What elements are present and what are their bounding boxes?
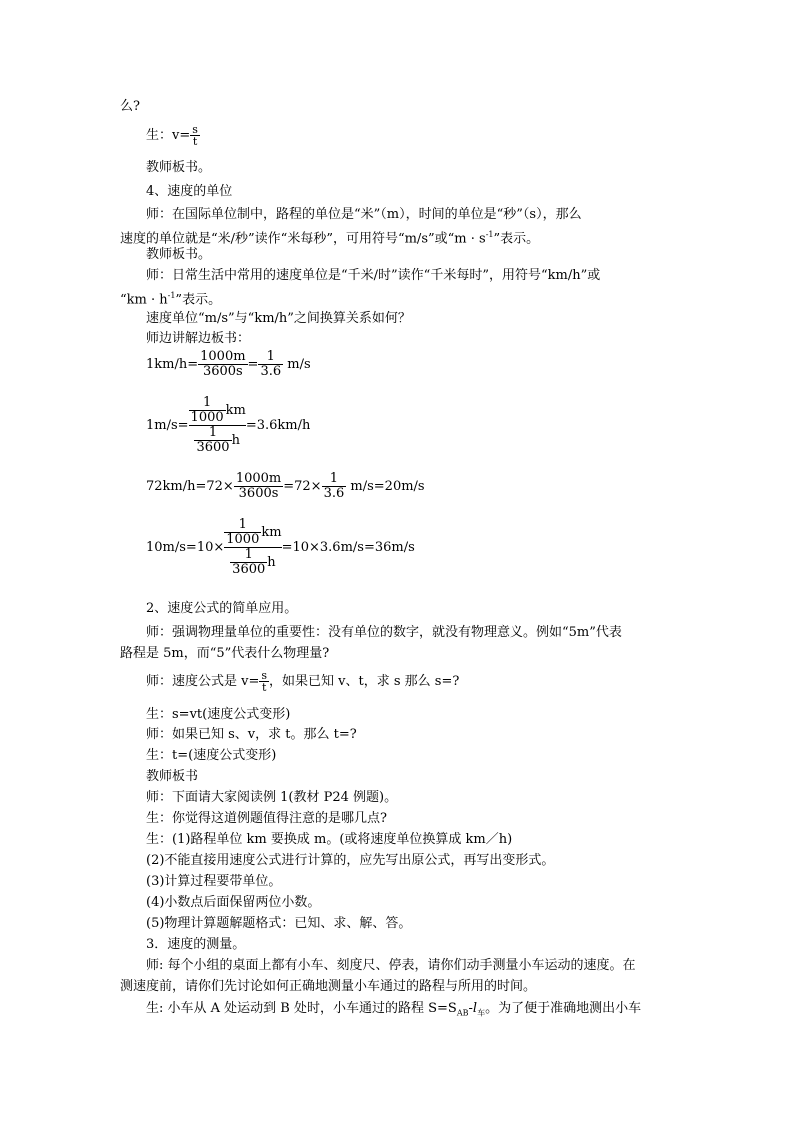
text-line: 生: 小车从 A 处运动到 B 处时，小车通过的路程 $S=S_{AB}-l_车$。为了便于准确地测出小车 (146, 1001, 642, 1018)
text-line: 师边讲解边板书： (146, 331, 251, 346)
fraction-s-over-t: $\frac{s}{t}$ (261, 669, 268, 694)
text-line: (5)物理计算题解题格式：已知、求、解、答。 (146, 916, 412, 931)
equation-4: 10m/s=10× $\frac{1}{1000}$ km $\frac{1}{3600}$ h =10×3.6m/s=36m/s (146, 517, 415, 577)
text-line: (4)小数点后面保留两位小数。 (146, 895, 321, 910)
fraction: $\frac{1}{3.6}$ (260, 349, 282, 379)
text-line: 师: 每个小组的桌面上都有小车、刻度尺、停表，请你们动手测量小车运动的速度。在 (146, 958, 636, 973)
formula-velocity: 师：速度公式是 v= $\frac{s}{t}$ ，如果已知 v、t，求 s 那么 s=? (146, 669, 460, 694)
fraction: $\frac{1000m}{3600s}$ (200, 349, 246, 379)
text-line: “km · $h^{-1}$”表示。 (120, 291, 222, 308)
text-line: 教师板书。 (146, 160, 212, 175)
fraction: $\frac{1000m}{3600s}$ (235, 471, 282, 501)
text-line: 教师板书 (146, 769, 199, 784)
text-line: 师：如果已知 s、v，求 t。那么 t=? (146, 727, 357, 742)
text-line: 生：s=vt(速度公式变形) (146, 707, 291, 722)
section-heading: 2、速度公式的简单应用。 (146, 601, 298, 616)
text-line: 教师板书。 (146, 247, 212, 262)
compound-fraction: $\frac{1}{1000}$ km $\frac{1}{3600}$ h (226, 517, 282, 577)
text-line: 速度的单位就是“米/秒”读作“米每秒”，可用符号“m/s”或“$m \cdot s^{-1}$”表示。 (120, 230, 540, 247)
text-line: 师：下面请大家阅读例 1(教材 P24 例题)。 (146, 790, 398, 805)
text-line: (3)计算过程要带单位。 (146, 874, 282, 889)
fraction: $\frac{1}{3.6}$ (323, 471, 345, 501)
fraction-s-over-t: $\frac{s}{t}$ (192, 123, 198, 148)
formula-velocity (146, 124, 200, 147)
text-line: 么? (120, 99, 140, 114)
text-line: 路程是 5m，而“5”代表什么物理量? (120, 646, 330, 661)
text-line: 生：(1)路程单位 km 要换成 m。(或将速度单位换算成 km／h) (146, 832, 513, 847)
text-line: 师：在国际单位制中，路程的单位是“米”（m），时间的单位是“秒”（s），那么 (146, 207, 582, 222)
text-line: 速度单位“m/s”与“km/h”之间换算关系如何？ (146, 311, 411, 326)
compound-fraction: $\frac{1}{1000}$ km $\frac{1}{3600}$ h (190, 395, 246, 455)
text-line: 生：t=(速度公式变形) (146, 748, 277, 763)
equation-2: 1m/s= $\frac{1}{1000}$ km $\frac{1}{3600}$ h =3.6km/h (146, 395, 311, 455)
text-line: 师：日常生活中常用的速度单位是“千米/时”读作“千米每时”，用符号“km/h”或 (146, 268, 601, 283)
section-heading: 4、速度的单位 (146, 184, 233, 199)
text-line: (2)不能直接用速度公式进行计算的，应先写出原公式，再写出变形式。 (146, 853, 555, 868)
equation-1: 1km/h= $\frac{1000m}{3600s}$ = $\frac{1}{3.6}$ m/s (146, 349, 311, 379)
equation-3: 72km/h=72× $\frac{1000m}{3600s}$ =72× $\frac{1}{3.6}$ m/s=20m/s (146, 471, 425, 501)
text-line: 生：你觉得这道例题值得注意的是哪几点? (146, 811, 387, 826)
text-line: 师：强调物理量单位的重要性：没有单位的数字，就没有物理意义。例如“5m”代表 (146, 625, 622, 640)
section-heading: 3．速度的测量。 (146, 937, 246, 952)
text-line: 测速度前，请你们先讨论如何正确地测量小车通过的路程与所用的时间。 (120, 979, 537, 994)
formula-prefix: 生：v= (146, 128, 191, 143)
